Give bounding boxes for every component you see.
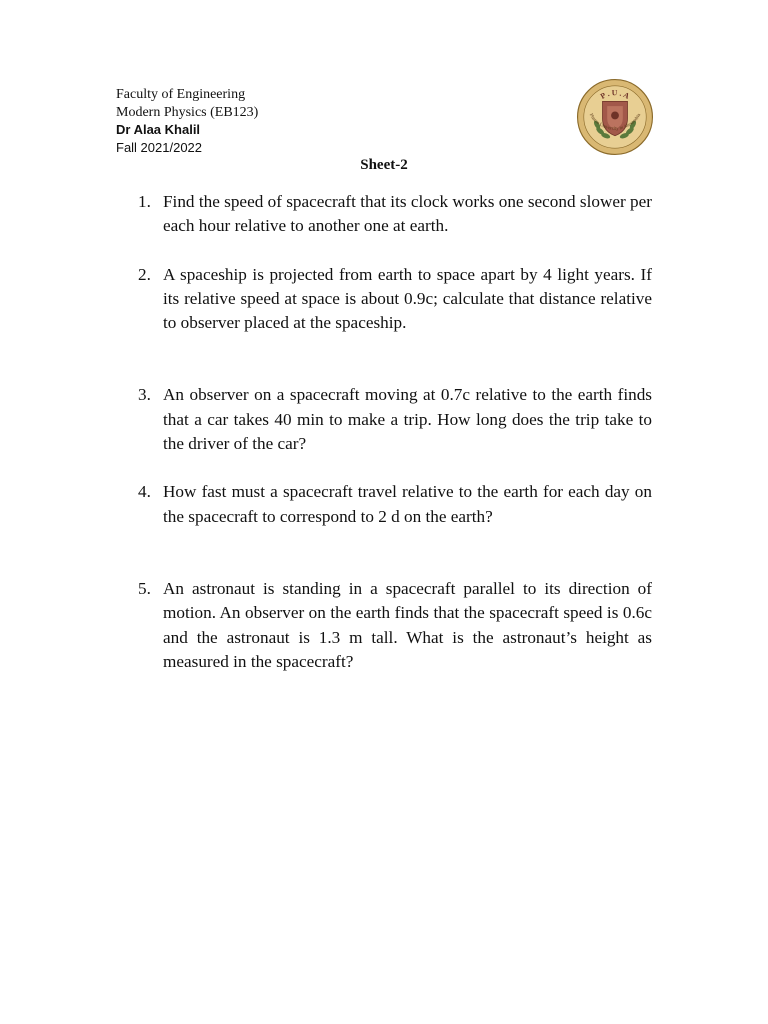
question-text: A spaceship is projected from earth to space apart by 4 light years. If its relative speed at space is about 0.9c; calculate that distance relative to observer placed at the spaceship.	[163, 264, 652, 333]
instructor-name: Dr Alaa Khalil	[116, 122, 201, 137]
question-number: 5.	[138, 578, 151, 598]
question-item	[138, 263, 652, 336]
question-number: 1.	[138, 192, 151, 211]
seal-top-letters: P . U . A	[598, 88, 631, 101]
question-text: An astronaut is standing in a spacecraft parallel to its direction of motion. An observer on the earth finds that the spacecraft speed is 0.6c and the astronaut is 1.3 m tall. What is the astronaut’s height as measured in the spacecraft?	[163, 578, 652, 671]
question-number: 2.	[138, 264, 151, 284]
faculty-name: Faculty of Engineering	[116, 87, 246, 102]
university-seal-logo	[576, 78, 654, 156]
question-number: 3.	[138, 385, 151, 405]
question-number: 4.	[138, 482, 151, 502]
course-name: Modern Physics (EB123)	[116, 104, 259, 120]
sheet-title: Sheet-2	[360, 157, 408, 173]
question-text: An observer on a spacecraft moving at 0.7c relative to the earth finds that a car takes 40 min to make a trip. How long does the trip take to the driver of the car?	[163, 385, 652, 454]
question-item	[138, 577, 652, 674]
seal-ring-text: Pharos University in Alexandria	[587, 112, 643, 132]
question-text: How fast must a spacecraft travel relative to the earth for each day on the spacecraft to correspond to 2 d on the earth?	[163, 482, 652, 526]
question-text: Find the speed of spacecraft that its clock works one second slower per each hour relative to another one at earth.	[163, 192, 652, 236]
question-item	[138, 190, 652, 239]
question-item	[138, 383, 652, 456]
academic-term: Fall 2021/2022	[116, 139, 203, 155]
question-item	[138, 480, 652, 529]
question-list	[138, 190, 652, 674]
document-header	[116, 86, 416, 156]
